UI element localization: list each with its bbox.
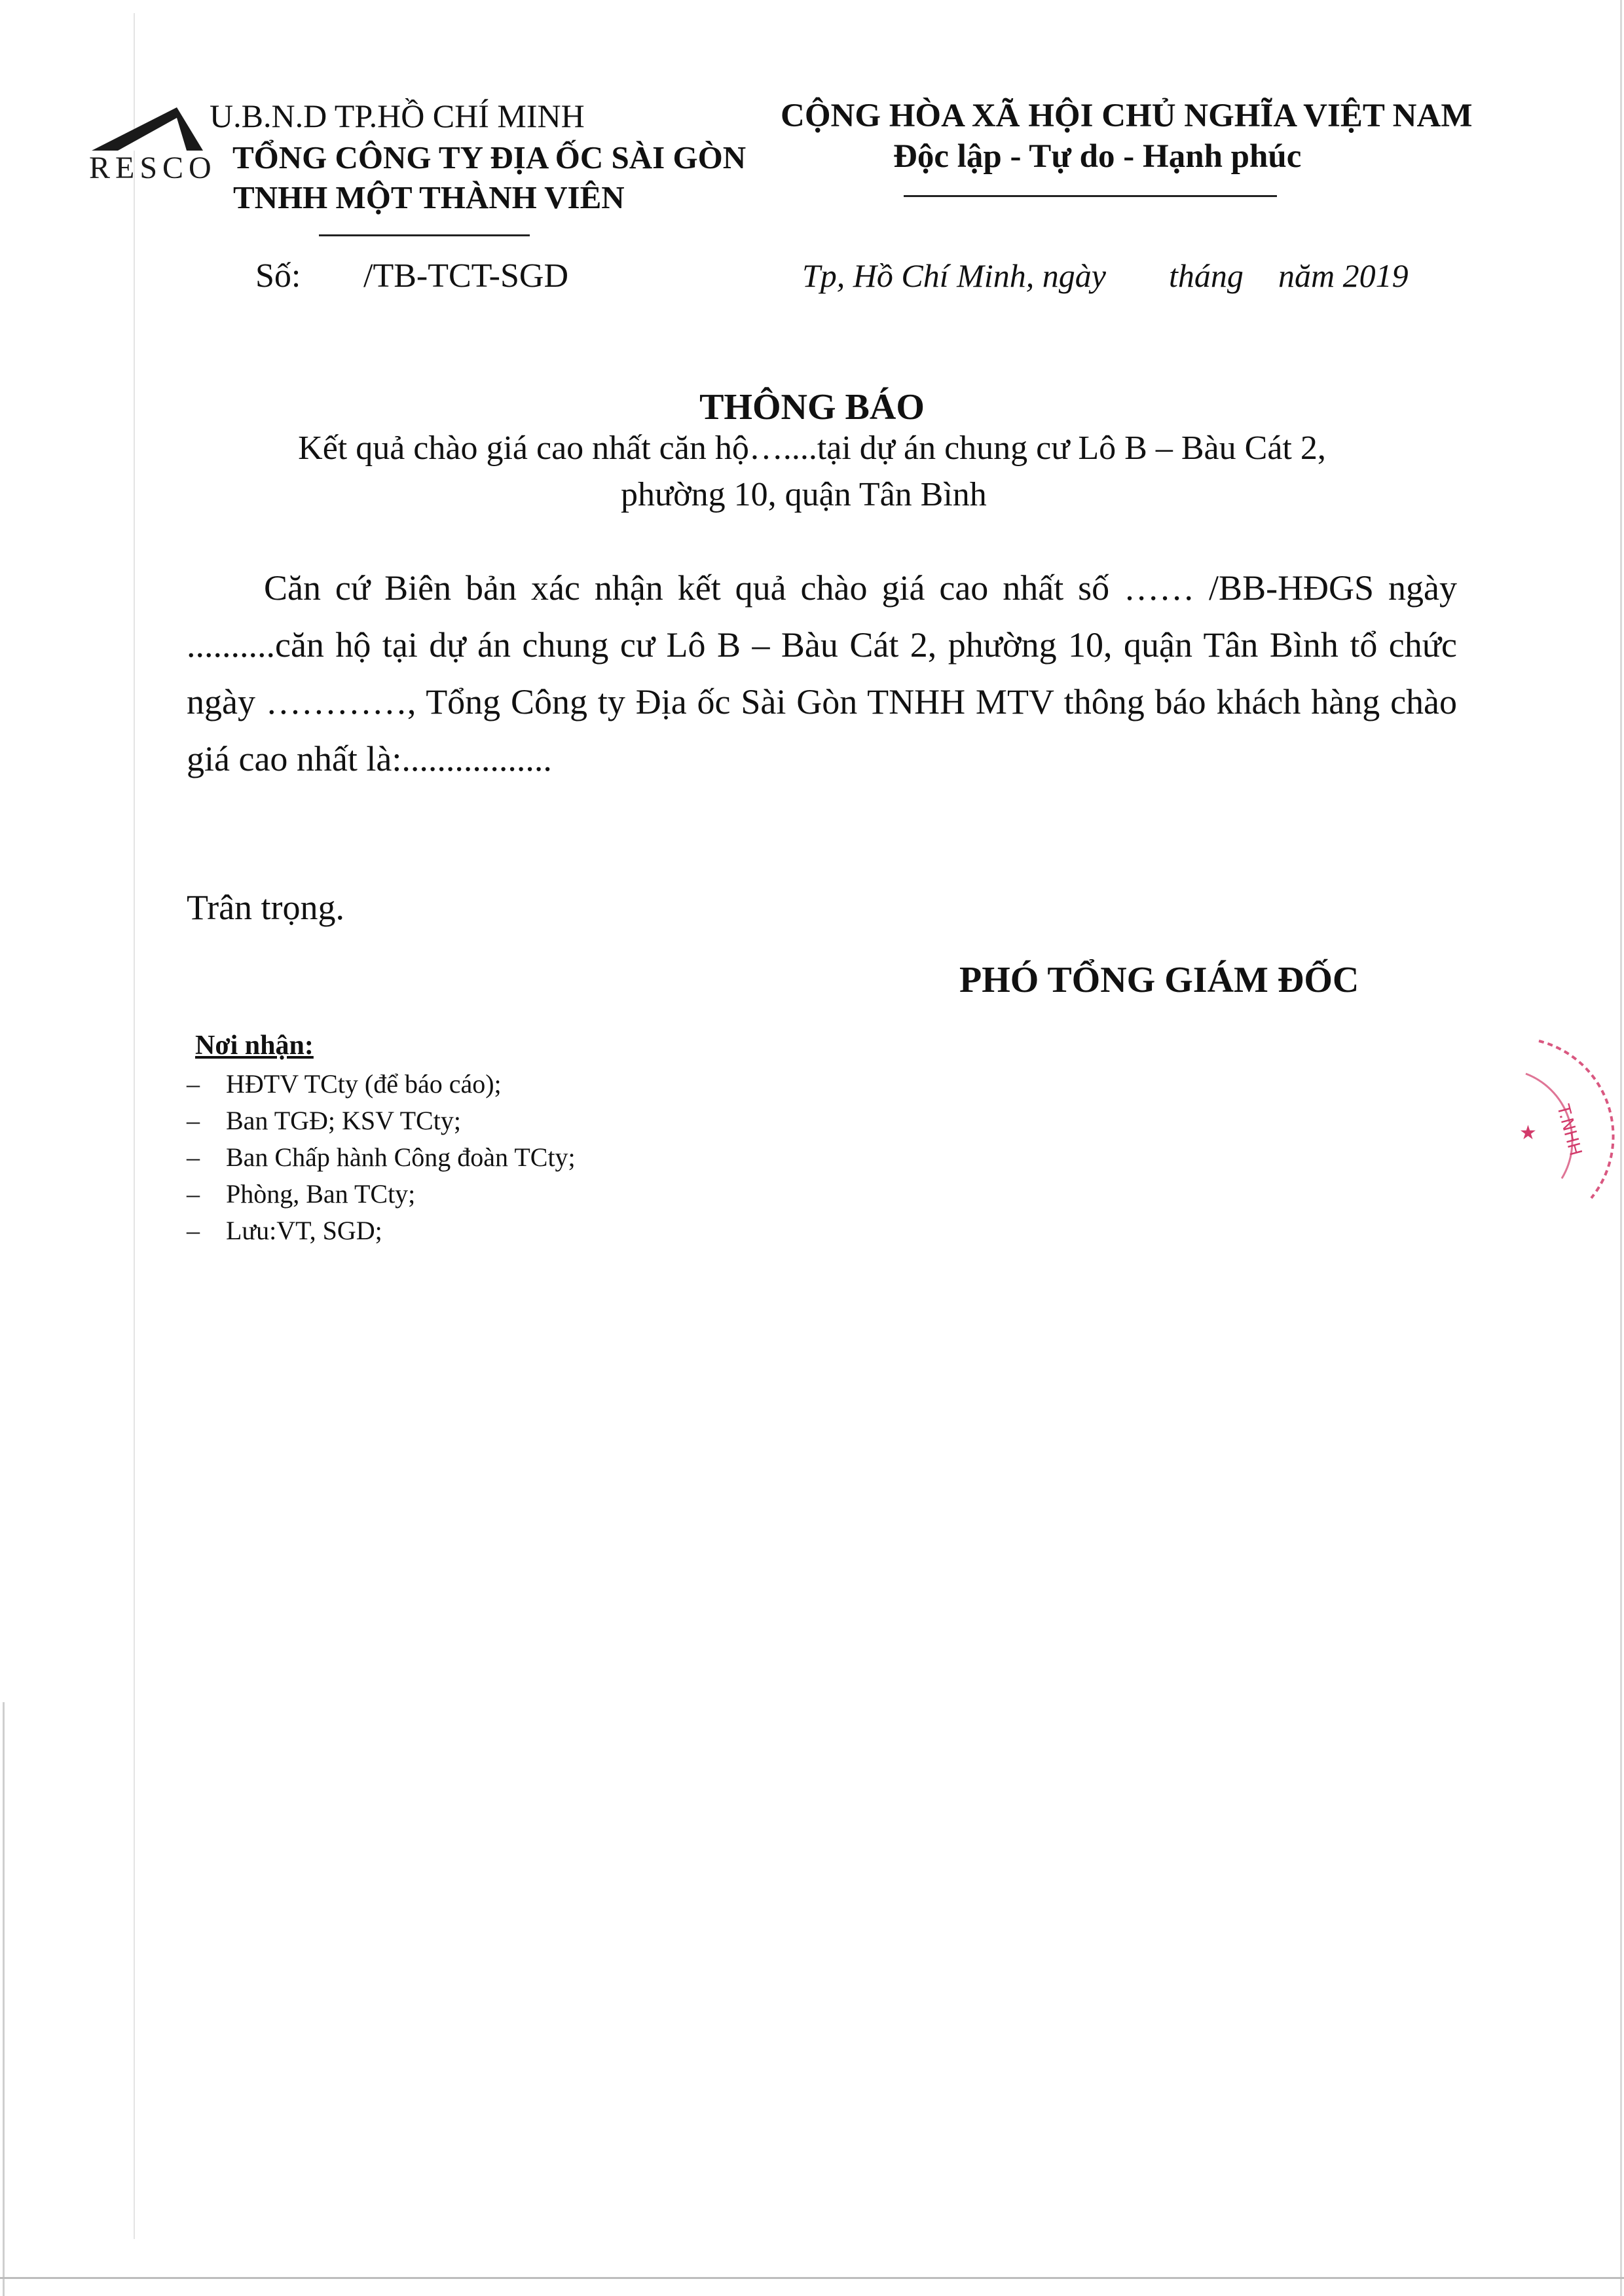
recipient-name: Phòng, Ban TCty; bbox=[226, 1179, 416, 1209]
reference-number: /TB-TCT-SGD bbox=[363, 257, 568, 295]
date-place-day: Tp, Hồ Chí Minh, ngày bbox=[802, 257, 1106, 294]
logo-wordmark: RESCO bbox=[89, 151, 217, 183]
header-company: TỔNG CÔNG TY ĐỊA ỐC SÀI GÒN bbox=[232, 139, 747, 175]
header-agency: U.B.N.D TP.HỒ CHÍ MINH bbox=[210, 98, 585, 134]
partial-seal-stamp bbox=[1500, 1028, 1617, 1244]
list-item bbox=[187, 1176, 576, 1212]
recipient-name: Lưu:VT, SGD; bbox=[226, 1216, 382, 1245]
list-item bbox=[187, 1066, 576, 1102]
reference-label: Số: bbox=[255, 257, 301, 295]
date-month: tháng bbox=[1169, 257, 1244, 294]
recipients-heading bbox=[195, 1030, 314, 1061]
document-subtitle-line1: Kết quả chào giá cao nhất căn hộ…....tại dự án chung cư Lô B – Bàu Cát 2, bbox=[298, 429, 1326, 467]
issue-date bbox=[802, 257, 1409, 295]
list-dash: – bbox=[187, 1069, 200, 1099]
scan-edge-left bbox=[134, 13, 135, 2239]
recipient-name: Ban Chấp hành Công đoàn TCty; bbox=[226, 1142, 576, 1172]
scan-edge-left-lower bbox=[3, 1702, 5, 2296]
scan-edge-bottom bbox=[0, 2277, 1624, 2279]
list-dash: – bbox=[187, 1216, 200, 1245]
closing-text: Trân trọng. bbox=[187, 888, 345, 927]
document-title: THÔNG BÁO bbox=[699, 387, 925, 428]
national-motto: Độc lập - Tự do - Hạnh phúc bbox=[893, 138, 1302, 175]
list-dash: – bbox=[187, 1142, 200, 1172]
document-subtitle-line2: phường 10, quận Tân Bình bbox=[621, 476, 987, 513]
header-right-rule bbox=[904, 195, 1277, 197]
recipient-name: HĐTV TCty (để báo cáo); bbox=[226, 1069, 502, 1099]
list-dash: – bbox=[187, 1179, 200, 1209]
list-dash: – bbox=[187, 1106, 200, 1135]
national-title: CỘNG HÒA XÃ HỘI CHỦ NGHĨA VIỆT NAM bbox=[781, 98, 1473, 134]
body-paragraph: Căn cứ Biên bản xác nhận kết quả chào giá cao nhất số …… /BB-HĐGS ngày ..........căn hộ tại dự án chung cư Lô B – Bàu Cát 2, phường 10, quận Tân Bình tổ chức ngày …………, Tổng Công ty Địa ốc Sài Gòn TNHH MTV thông báo khách hàng chào giá cao nhất là:................. bbox=[187, 568, 1457, 778]
svg-text:★: ★ bbox=[1519, 1121, 1537, 1144]
recipients-list bbox=[187, 1066, 576, 1249]
list-item bbox=[187, 1102, 576, 1139]
seal-text: T.NHH bbox=[1553, 1102, 1585, 1158]
list-item bbox=[187, 1212, 576, 1249]
date-year: năm 2019 bbox=[1278, 257, 1409, 294]
scan-edge-right bbox=[1620, 0, 1622, 2296]
signer-title: PHÓ TỔNG GIÁM ĐỐC bbox=[959, 960, 1359, 1000]
list-item bbox=[187, 1139, 576, 1176]
header-left-rule bbox=[319, 234, 530, 236]
recipients-heading-text: Nơi nhận: bbox=[195, 1030, 314, 1061]
header-company-type: TNHH MỘT THÀNH VIÊN bbox=[233, 179, 625, 215]
recipient-name: Ban TGĐ; KSV TCty; bbox=[226, 1106, 461, 1135]
